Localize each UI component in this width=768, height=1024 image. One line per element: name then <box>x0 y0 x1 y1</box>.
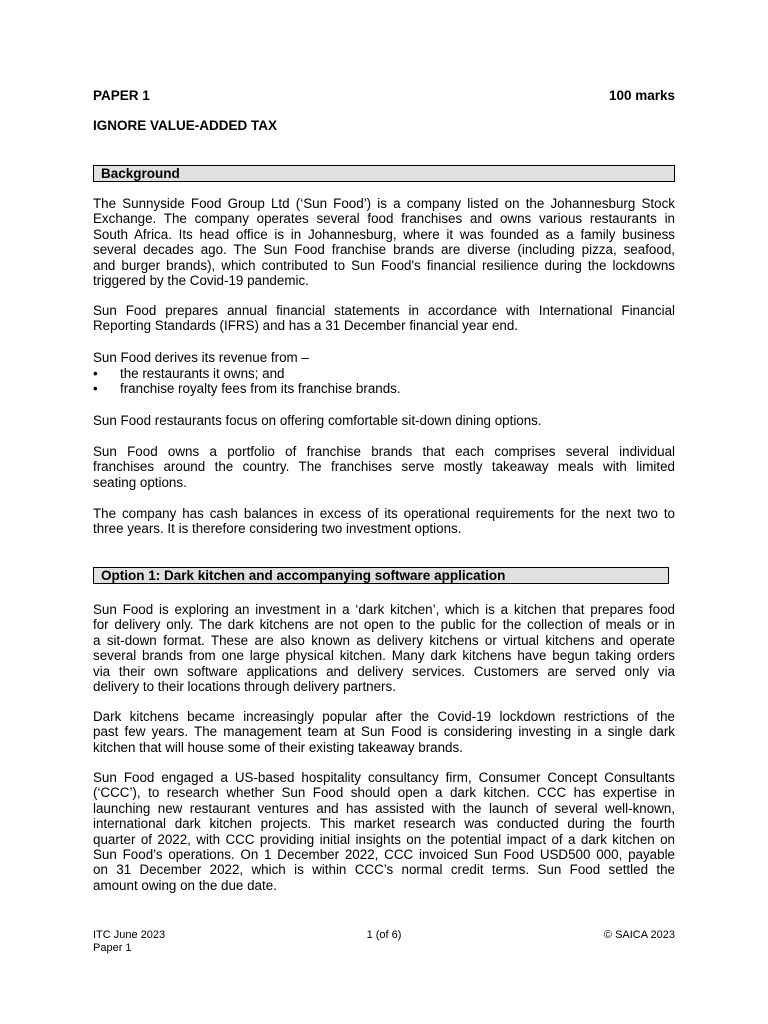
revenue-bullet-list <box>93 366 675 397</box>
paragraph-line: for delivery only. The dark kitchens are not open to the public for the collection of meals or in <box>93 617 675 633</box>
paragraph-line: The Sunnyside Food Group Ltd (‘Sun Food’) is a company listed on the Johannesburg Stock <box>93 196 675 211</box>
footer-page-number: 1 (of 6) <box>366 929 402 941</box>
paragraph-line: Sun Food’s operations. On 1 December 2022, CCC invoiced Sun Food USD500 000, payable <box>93 847 675 863</box>
paragraph-line: launching new restaurant ventures and has assisted with the launch of several well-known, <box>93 800 675 816</box>
paragraph-line: three years. It is therefore considering two investment options. <box>93 521 462 537</box>
paragraph-line: several brands from one large physical kitchen. Many dark kitchens have begun taking orders <box>93 648 675 664</box>
option-1-paragraph-3 <box>93 770 675 893</box>
paragraph-line: triggered by the Covid-19 pandemic. <box>93 273 309 289</box>
paragraph-line: franchises around the country. The franchises serve mostly takeaway meals with limited <box>93 459 675 475</box>
background-paragraph-6 <box>93 506 675 537</box>
paragraph-line: Sun Food is exploring an investment in a ‘dark kitchen’, which is a kitchen that prepares food <box>93 602 675 617</box>
paragraph-line: kitchen that will house some of their existing takeaway brands. <box>93 739 463 755</box>
footer-copyright: © SAICA 2023 <box>603 929 675 941</box>
option-1-heading: Option 1: Dark kitchen and accompanying software application <box>93 567 669 584</box>
background-paragraph-4 <box>93 413 675 428</box>
paragraph-line: Sun Food restaurants focus on offering comfortable sit-down dining options. <box>93 413 542 428</box>
background-paragraph-5 <box>93 444 675 490</box>
list-item <box>93 381 675 396</box>
paper-header-row <box>93 88 675 104</box>
footer-exam-session: ITC June 2023 <box>93 929 166 941</box>
paragraph-line: international dark kitchen projects. This market research was conducted during the fourth <box>93 816 675 832</box>
paper-title: PAPER 1 <box>93 88 150 103</box>
bullet-glyph: • <box>93 381 98 397</box>
option-1-paragraph-1 <box>93 602 675 694</box>
paragraph-line: delivery to their locations through delivery partners. <box>93 679 396 695</box>
bullet-text: franchise royalty fees from its franchise brands. <box>120 381 401 397</box>
paragraph-line: several decades ago. The Sun Food franchise brands are diverse (including pizza, seafood, <box>93 242 675 258</box>
paragraph-line: (‘CCC’), to research whether Sun Food should open a dark kitchen. CCC has expertise in <box>93 785 675 801</box>
paragraph-line: a sit-down format. These are also known as delivery kitchens or virtual kitchens and operate <box>93 632 675 648</box>
paragraph-line: on 31 December 2022, which is within CCC’s normal credit terms. Sun Food settled the <box>93 862 675 878</box>
background-paragraph-1 <box>93 196 675 288</box>
paragraph-line: Dark kitchens became increasingly popular after the Covid-19 lockdown restrictions of the <box>93 709 675 724</box>
background-paragraph-2 <box>93 303 675 334</box>
paragraph-line: amount owing on the due date. <box>93 877 277 893</box>
document-page <box>93 0 675 1024</box>
bullet-glyph: • <box>93 366 98 381</box>
total-marks: 100 marks <box>608 88 675 103</box>
list-item <box>93 366 675 381</box>
paragraph-line: Reporting Standards (IFRS) and has a 31 December financial year end. <box>93 318 519 334</box>
revenue-intro-text: Sun Food derives its revenue from – <box>93 350 309 365</box>
paragraph-line: via their own software applications and delivery services. Customers are served only via <box>93 663 675 679</box>
paragraph-line: quarter of 2022, with CCC providing initial insights on the potential impact of a dark kitchen on <box>93 831 675 847</box>
paragraph-line: seating options. <box>93 474 187 490</box>
bullet-text: the restaurants it owns; and <box>120 366 285 381</box>
paragraph-line: South Africa. Its head office is in Johannesburg, where it was founded as a family business <box>93 226 675 242</box>
option-1-paragraph-2 <box>93 709 675 755</box>
paragraph-line: Sun Food engaged a US-based hospitality consultancy firm, Consumer Concept Consultants <box>93 770 675 785</box>
vat-instruction: IGNORE VALUE-ADDED TAX <box>93 118 278 133</box>
paragraph-line: Sun Food prepares annual financial statements in accordance with International Financial <box>93 303 675 318</box>
footer-paper-label: Paper 1 <box>93 942 132 954</box>
revenue-intro <box>93 350 675 365</box>
page-footer <box>93 929 675 942</box>
paragraph-line: The company has cash balances in excess of its operational requirements for the next two to <box>93 506 675 521</box>
paragraph-line: Exchange. The company operates several food franchises and owns various restaurants in <box>93 211 675 227</box>
paragraph-line: past few years. The management team at Sun Food is considering investing in a single dark <box>93 724 675 740</box>
paragraph-line: and burger brands), which contributed to Sun Food's financial resilience during the lockdowns <box>93 257 675 273</box>
paragraph-line: Sun Food owns a portfolio of franchise brands that each comprises several individual <box>93 444 675 459</box>
background-heading: Background <box>93 165 675 182</box>
